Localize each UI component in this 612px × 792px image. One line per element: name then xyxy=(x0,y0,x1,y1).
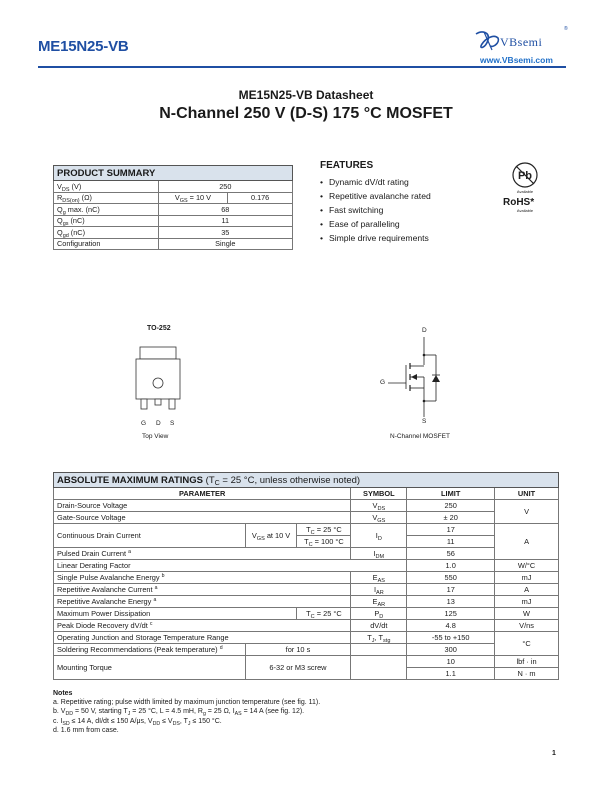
table-row: Operating Junction and Storage Temperature Range $T_J$, $T_{stg}$ -55 to +150 °C xyxy=(54,632,559,644)
product-summary-table xyxy=(53,165,293,250)
features-list xyxy=(320,177,431,247)
qgs-label: $Q_{gs}$ (nC) xyxy=(54,215,159,227)
product-summary-heading: PRODUCT SUMMARY xyxy=(54,166,293,181)
absolute-max-ratings-table xyxy=(53,472,559,680)
features-heading: FEATURES xyxy=(320,160,374,171)
note-a: a. Repetitive rating; pulse width limited by maximum junction temperature (see fig. 11). xyxy=(53,699,321,707)
abs-max-heading: ABSOLUTE MAXIMUM RATINGS ($T_C = 25$ °C, unless otherwise noted) xyxy=(54,473,559,488)
rohs-available-label: Available xyxy=(516,208,534,213)
n-channel-mosfet-symbol-icon xyxy=(370,325,450,430)
col-unit: UNIT xyxy=(495,488,559,500)
rds-condition: $V_{GS} = 10$ V xyxy=(158,192,228,204)
table-row: Soldering Recommendations (Peak temperature) $^d$ for 10 s 300 xyxy=(54,644,559,656)
list-item: • Ease of paralleling xyxy=(320,219,431,233)
page-number: 1 xyxy=(552,750,556,757)
pin-label-d: D xyxy=(156,420,161,427)
qgd-label: $Q_{gd}$ (nC) xyxy=(54,227,159,239)
table-row xyxy=(54,215,293,227)
pin-label-s: S xyxy=(170,420,175,427)
notes-section xyxy=(53,689,320,735)
registered-mark: ® xyxy=(564,26,568,32)
source-label: S xyxy=(422,418,427,425)
table-row: Repetitive Avalanche Energy $^a$ $E_{AR}$ 13 mJ xyxy=(54,596,559,608)
note-c: c. $I_{SD} \le 14$ A, dI/dt ≤ 150 A/μs, $V_{DD} \le V_{DS}$, $T_J \le 150$ °C. xyxy=(53,717,222,727)
list-item: • Repetitive avalanche rated xyxy=(320,191,431,205)
table-row xyxy=(54,204,293,216)
doc-title: ME15N25-VB Datasheet xyxy=(238,88,374,102)
vds-value: 250 xyxy=(158,181,292,193)
table-row: Gate-Source Voltage $V_{GS}$ ± 20 xyxy=(54,512,559,524)
rds-value: 0.176 xyxy=(228,192,293,204)
pin-label-g: G xyxy=(141,420,147,427)
table-row xyxy=(54,238,293,250)
table-row: Peak Diode Recovery dV/dt $^c$ dV/dt 4.8 V/ns xyxy=(54,620,559,632)
doc-subtitle: N-Channel 250 V (D-S) 175 °C MOSFET xyxy=(159,105,453,122)
package-name: TO-252 xyxy=(147,325,171,332)
table-row xyxy=(54,181,293,193)
col-limit: LIMIT xyxy=(407,488,495,500)
table-row: Pulsed Drain Current $^a$ $I_{DM}$ 56 xyxy=(54,548,559,560)
col-parameter: PARAMETER xyxy=(54,488,351,500)
header-divider xyxy=(38,66,566,68)
qg-label: $Q_g$ max. (nC) xyxy=(54,204,159,216)
note-b: b. $V_{DD} = 50$ V, starting $T_J = 25$ °C, L = 4.5 mH, $R_g = 25$ Ω, $I_{AS} = 14$ A (see fig. 12). xyxy=(53,708,305,718)
table-header-row xyxy=(54,488,559,500)
qgs-value: 11 xyxy=(158,215,292,227)
svg-text:Pb: Pb xyxy=(517,170,533,182)
website-link[interactable]: www.VBsemi.com xyxy=(480,55,553,65)
lead-free-icon xyxy=(510,160,540,190)
table-row xyxy=(54,227,293,239)
table-row: $T_C = 100$ °C 11 xyxy=(54,536,559,548)
table-row: Mounting Torque 6-32 or M3 screw 10 lbf · in xyxy=(54,656,559,668)
table-row: Linear Derating Factor 1.0 W/°C xyxy=(54,560,559,572)
drain-label: D xyxy=(422,327,427,334)
part-number-title: ME15N25-VB xyxy=(38,38,129,55)
gate-label: G xyxy=(380,379,386,386)
col-symbol: SYMBOL xyxy=(351,488,407,500)
config-label: Configuration xyxy=(54,238,159,250)
list-item: • Simple drive requirements xyxy=(320,233,431,247)
table-row: Maximum Power Dissipation $T_C = 25$ °C $P_D$ 125 W xyxy=(54,608,559,620)
qgd-value: 35 xyxy=(158,227,292,239)
table-row: Repetitive Avalanche Current $^a$ $I_{AR}$ 17 A xyxy=(54,584,559,596)
table-row: Drain-Source Voltage $V_{DS}$ 250 V xyxy=(54,500,559,512)
list-item: • Fast switching xyxy=(320,205,431,219)
table-row: 1.1 N · m xyxy=(54,668,559,680)
note-d: d. 1.6 mm from case. xyxy=(53,726,119,734)
vds-label: $V_{DS}$ (V) xyxy=(54,181,159,193)
notes-heading: Notes xyxy=(53,690,73,697)
table-row: Continuous Drain Current $V_{GS}$ at 10 V $T_C = 25$ °C $I_D$ 17 A xyxy=(54,524,559,536)
schematic-caption: N-Channel MOSFET xyxy=(390,433,450,440)
brand-name: VBsemi xyxy=(500,35,543,49)
list-item: • Dynamic dV/dt rating xyxy=(320,177,431,191)
rds-label: $R_{DS(on)}$ (Ω) xyxy=(54,192,159,204)
pb-available-label: Available xyxy=(516,189,534,194)
rohs-label: RoHS* xyxy=(503,197,535,208)
package-view-caption: Top View xyxy=(142,433,169,440)
table-row: Single Pulse Avalanche Energy $^b$ $E_{AS}$ 550 mJ xyxy=(54,572,559,584)
table-row xyxy=(54,192,293,204)
config-value: Single xyxy=(158,238,292,250)
qg-value: 68 xyxy=(158,204,292,216)
